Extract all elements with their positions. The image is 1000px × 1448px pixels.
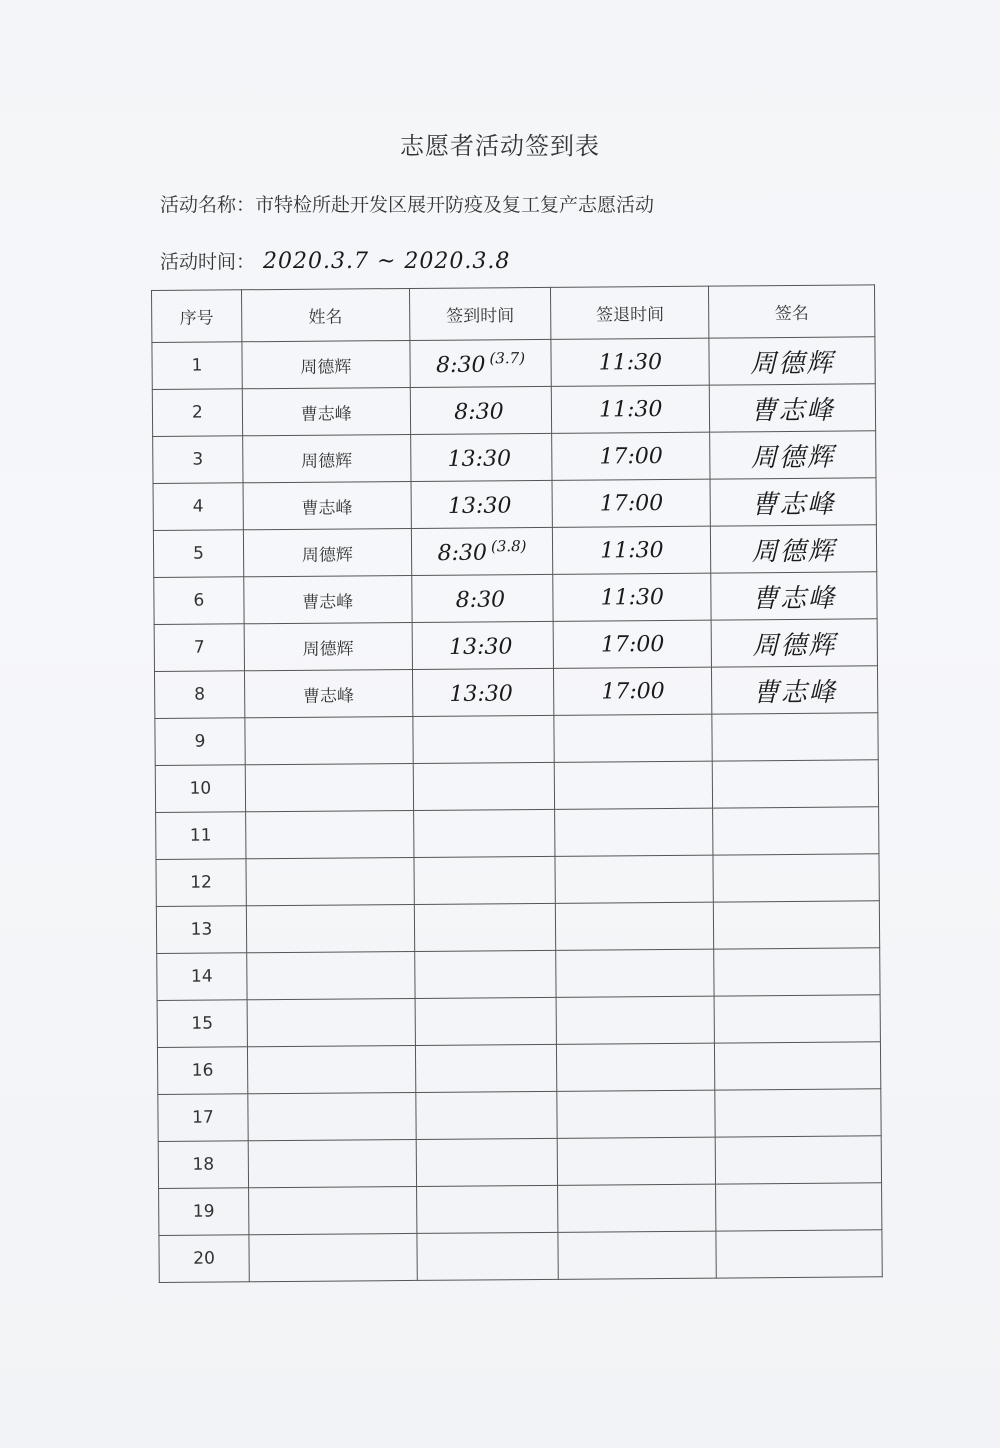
- table-row: [156, 901, 879, 954]
- table-row: [157, 948, 880, 1001]
- row-signout-time: [556, 949, 714, 997]
- table-body: [152, 337, 882, 1283]
- row-signature: [714, 948, 880, 996]
- table-header-row: [152, 285, 875, 343]
- row-name: 周德辉: [243, 528, 411, 576]
- signin-date-note: (3.8): [490, 536, 527, 556]
- table-row: [154, 572, 877, 625]
- row-signature: [715, 1042, 881, 1090]
- signin-time-value: [481, 725, 485, 753]
- signin-time-text: 13:30: [448, 634, 513, 660]
- signature-value: 曹志峰: [752, 677, 837, 708]
- header-signout-time: 签退时间: [551, 286, 709, 339]
- signin-time-value: [482, 819, 486, 847]
- signature-value: 曹志峰: [751, 489, 836, 520]
- row-signature: [713, 854, 879, 902]
- table-row: [157, 1042, 880, 1095]
- row-name: 曹志峰: [242, 387, 410, 435]
- row-signout-time: [557, 1090, 715, 1138]
- signin-time-text: 13:30: [449, 681, 513, 707]
- row-number: 10: [155, 765, 245, 813]
- row-signin-time: [416, 1138, 558, 1186]
- row-number: 13: [156, 906, 246, 954]
- table-row: [156, 807, 879, 860]
- row-name: [247, 998, 415, 1046]
- row-name: [248, 1092, 416, 1140]
- row-signin-time: [416, 1185, 558, 1233]
- row-number: 3: [153, 436, 243, 484]
- row-number: 7: [154, 624, 244, 672]
- activity-time-label: 活动时间：: [160, 251, 256, 273]
- signout-time-value: 17:00: [599, 490, 664, 516]
- row-signin-time: [412, 621, 554, 669]
- table-row: [154, 666, 877, 719]
- row-signout-time: [558, 1184, 716, 1232]
- row-signin-time: [410, 386, 552, 434]
- table-row: [152, 384, 875, 437]
- row-number: 9: [155, 718, 245, 766]
- signature-value: 曹志峰: [750, 395, 835, 426]
- row-name: [247, 1045, 415, 1093]
- row-signout-time: [554, 667, 712, 715]
- header-name: 姓名: [241, 288, 409, 341]
- row-signin-time: [415, 1091, 557, 1139]
- row-name: [248, 1186, 416, 1234]
- row-name: 周德辉: [242, 340, 410, 388]
- signin-time-value: [485, 1148, 489, 1176]
- row-number: 12: [156, 859, 246, 907]
- signin-time-value: [484, 1101, 488, 1129]
- row-name: [246, 857, 414, 905]
- signout-time-value: 11:30: [600, 537, 664, 563]
- row-signature: [715, 1136, 881, 1184]
- table-row: [154, 619, 877, 672]
- table-row: [153, 525, 876, 578]
- signin-time-text: 13:30: [447, 493, 512, 519]
- row-signout-time: [553, 573, 711, 621]
- row-signout-time: [555, 808, 713, 856]
- table-row: [159, 1183, 882, 1236]
- row-signature: [713, 807, 879, 855]
- table-row: [158, 1136, 881, 1189]
- signout-time-value: 11:30: [598, 396, 663, 422]
- row-signature: [716, 1183, 882, 1231]
- row-signin-time: [411, 527, 553, 575]
- table-row: [153, 478, 876, 531]
- row-number: 19: [159, 1188, 249, 1236]
- row-signature: [711, 619, 877, 667]
- row-signout-time: [553, 526, 711, 574]
- row-signin-time: [413, 762, 555, 810]
- row-signout-time: [552, 385, 710, 433]
- signin-time-value: [485, 1242, 489, 1270]
- row-signin-time: [413, 809, 555, 857]
- row-name: [245, 716, 413, 764]
- row-name: [245, 810, 413, 858]
- signout-time-value: 11:30: [598, 349, 663, 375]
- row-name: [246, 904, 414, 952]
- row-name: [247, 951, 415, 999]
- row-number: 5: [153, 530, 243, 578]
- table-row: [157, 995, 880, 1048]
- signin-time-value: [449, 631, 517, 660]
- signin-time-value: [483, 960, 487, 988]
- row-number: 16: [157, 1047, 247, 1095]
- row-signature: [711, 572, 877, 620]
- signin-table: [151, 284, 883, 1283]
- row-number: 15: [157, 1000, 247, 1048]
- row-signin-time: [412, 668, 554, 716]
- signin-time-text: 8:30: [436, 352, 486, 378]
- row-signin-time: [411, 480, 553, 528]
- activity-name-line: [160, 190, 654, 217]
- table-row: [155, 760, 878, 813]
- row-signout-time: [554, 620, 712, 668]
- activity-name-label: 活动名称：: [160, 194, 256, 216]
- signature-value: 曹志峰: [751, 583, 837, 614]
- signin-time-text: 8:30: [437, 540, 488, 566]
- row-name: 曹志峰: [243, 481, 411, 529]
- header-signature: 签名: [709, 285, 875, 338]
- header-signin-time: 签到时间: [409, 287, 551, 340]
- table-row: [158, 1089, 881, 1142]
- signin-time-value: [447, 443, 515, 472]
- row-number: 8: [154, 671, 244, 719]
- row-number: 2: [152, 389, 242, 437]
- row-signout-time: [557, 996, 715, 1044]
- page-title: 志愿者活动签到表: [400, 132, 600, 160]
- row-signature: [714, 995, 880, 1043]
- row-signature: [712, 666, 878, 714]
- row-signout-time: [558, 1137, 716, 1185]
- signin-time-value: [456, 584, 510, 613]
- signature-value: 周德辉: [750, 442, 836, 473]
- row-name: [245, 763, 413, 811]
- table-row: [155, 713, 878, 766]
- row-number: 4: [153, 483, 243, 531]
- header-no: 序号: [152, 290, 242, 343]
- signin-time-value: [485, 1195, 489, 1223]
- row-signout-time: [554, 714, 712, 762]
- activity-name-value: 市特检所赴开发区展开防疫及复工复产志愿活动: [255, 194, 655, 216]
- table-row: [159, 1230, 882, 1283]
- signin-time-text: 8:30: [454, 399, 504, 425]
- signin-date-note: (3.7): [489, 348, 526, 368]
- row-signature: [712, 760, 878, 808]
- row-signout-time: [556, 902, 714, 950]
- signin-time-value: [449, 678, 517, 707]
- row-name: 周德辉: [243, 434, 411, 482]
- row-number: 18: [158, 1141, 248, 1189]
- activity-time-value: 2020.3.7 ~ 2020.3.8: [263, 249, 511, 274]
- table-row: [153, 431, 876, 484]
- signout-time-value: 11:30: [600, 584, 665, 610]
- row-signature: [710, 478, 876, 526]
- row-signout-time: [557, 1043, 715, 1091]
- signin-time-value: [482, 772, 486, 800]
- row-signout-time: [558, 1231, 716, 1279]
- row-name: 曹志峰: [244, 669, 412, 717]
- row-name: [248, 1139, 416, 1187]
- row-name: 曹志峰: [244, 575, 412, 623]
- signin-time-value: [454, 396, 508, 425]
- row-signature: [709, 337, 875, 385]
- row-signin-time: [414, 950, 556, 998]
- row-signin-time: [415, 1044, 557, 1092]
- row-signout-time: [555, 761, 713, 809]
- row-name: 周德辉: [244, 622, 412, 670]
- row-signout-time: [552, 432, 710, 480]
- row-number: 11: [156, 812, 246, 860]
- signout-time-value: 17:00: [599, 443, 663, 469]
- row-signature: [716, 1230, 882, 1278]
- table-row: [152, 337, 875, 390]
- signin-time-value: [448, 490, 516, 519]
- signout-time-value: 17:00: [600, 631, 665, 657]
- signature-value: 周德辉: [752, 630, 837, 661]
- row-signin-time: [415, 997, 557, 1045]
- signin-time-value: [483, 866, 487, 894]
- row-signature: [710, 431, 876, 479]
- row-signature: [712, 713, 878, 761]
- signature-value: 周德辉: [750, 348, 835, 379]
- row-signin-time: [411, 574, 553, 622]
- row-signin-time: [414, 903, 556, 951]
- row-signin-time: [412, 715, 554, 763]
- row-signature: [711, 525, 877, 573]
- row-name: [249, 1233, 417, 1281]
- signin-time-value: [484, 1054, 488, 1082]
- signature-value: 周德辉: [751, 536, 836, 567]
- signin-time-value: [483, 913, 487, 941]
- row-signin-time: [409, 339, 551, 387]
- row-signature: [710, 384, 876, 432]
- row-signout-time: [551, 338, 709, 386]
- signout-time-value: 17:00: [601, 678, 665, 704]
- row-number: 6: [154, 577, 244, 625]
- activity-time-line: [160, 247, 510, 274]
- row-number: 17: [158, 1094, 248, 1142]
- row-signin-time: [414, 856, 556, 904]
- row-signin-time: [416, 1232, 558, 1280]
- signin-time-value: [484, 1007, 488, 1035]
- row-signout-time: [555, 855, 713, 903]
- signin-time-text: 8:30: [455, 587, 506, 613]
- row-number: 14: [157, 953, 247, 1001]
- table-row: [156, 854, 879, 907]
- signin-time-value: [436, 349, 525, 378]
- signin-time-text: 13:30: [447, 446, 512, 472]
- row-signin-time: [410, 433, 552, 481]
- row-signout-time: [552, 479, 710, 527]
- row-signature: [714, 901, 880, 949]
- signin-time-value: [437, 537, 526, 566]
- row-number: 1: [152, 342, 242, 390]
- row-signature: [715, 1089, 881, 1137]
- row-number: 20: [159, 1235, 249, 1283]
